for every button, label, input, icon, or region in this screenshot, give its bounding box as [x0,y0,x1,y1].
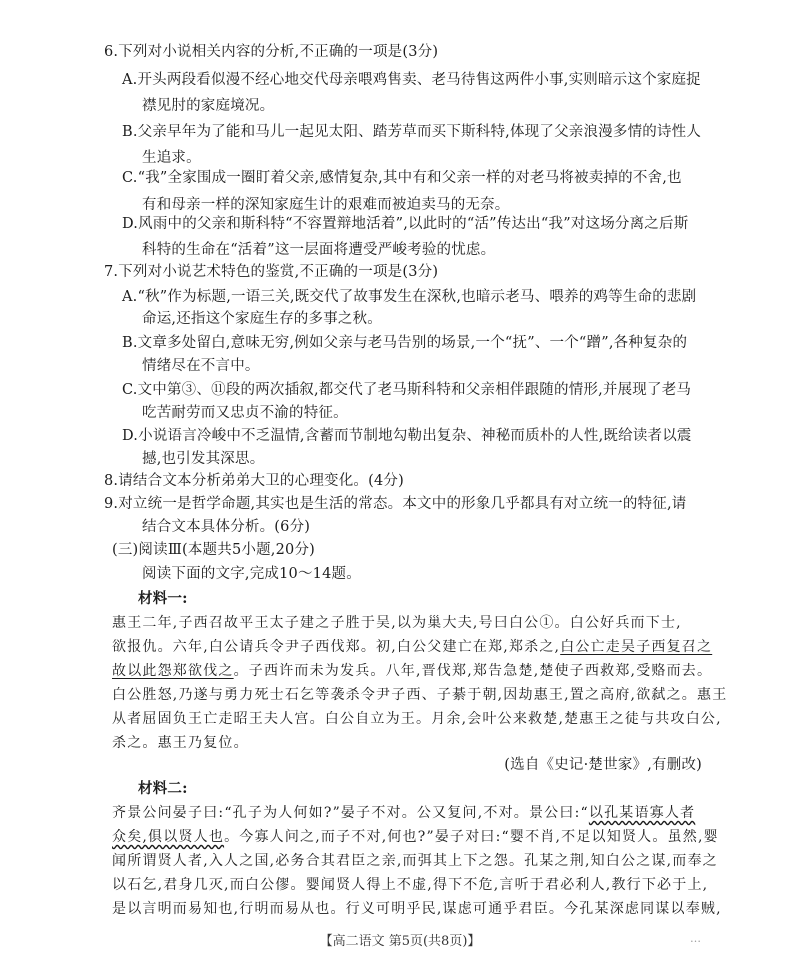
material1-label: 材料一: [138,590,188,607]
material2-line5: 是以言明而易知也,行明而易从也。行义可明乎民,谋虑可通乎君臣。今孔某深虑同谋以奉贼, [112,901,722,917]
q7-option-c-line1: C.文中第③、⑪段的两次插叙,都交代了老马斯科特和父亲相伴跟随的情形,并展现了老马 [122,382,692,398]
wavy-underlined-sentence-cont: 众矣,俱以贤人也 [112,829,225,845]
q7-option-d-line1: D.小说语言冷峻中不乏温情,含蓄而节制地勾勒出复杂、神秘而质朴的人性,既给读者以震 [122,428,692,444]
material2-line2: 众矣,俱以贤人也。今寡人问之,而子不对,何也?”晏子对曰:“婴不肖,不足以知贤人。虽然,婴 [112,829,719,845]
underlined-sentence-cont: 故以此怨郑欲伐之 [112,663,234,679]
q7-option-c-line2: 吃苦耐劳而又忠贞不渝的特征。 [142,405,348,421]
q6-option-d-line2: 科特的生命在“活着”这一层面将遭受严峻考验的忧虑。 [142,242,496,258]
q7-option-b-line2: 情绪尽在不言中。 [142,358,260,374]
section-instruction: 阅读下面的文字,完成10～14题。 [142,566,361,582]
wavy-underlined-sentence: 以孔某语寡人者 [588,805,696,821]
q6-option-a-line2: 襟见肘的家庭境况。 [142,98,275,114]
material2-line1: 齐景公问晏子曰:“孔子为人何如?”晏子不对。公又复问,不对。景公曰:“以孔某语寡人者 [112,805,696,821]
material1-line6: 杀之。惠王乃复位。 [112,735,249,751]
q6-option-b-line2: 生追求。 [142,150,201,166]
q9-stem-line2: 结合文本具体分析。(6分) [142,519,311,535]
q7-option-d-line2: 撼,也引发其深思。 [142,451,265,467]
q7-option-a-line2: 命运,还指这个家庭生存的多事之秋。 [142,311,383,327]
material1-line1: 惠王二年,子西召故平王太子建之子胜于吴,以为巢大夫,号曰白公①。白公好兵而下士, [112,615,682,631]
q8-stem: 8.请结合文本分析弟弟大卫的心理变化。(4分) [104,473,404,489]
material2-label: 材料二: [138,780,188,797]
material2-line4: 以石乞,君身几灭,而白公僇。婴闻贤人得上不虚,得下不危,言听于君必利人,教行下必于上, [112,877,709,893]
section-title: (三)阅读Ⅲ(本题共5小题,20分) [112,542,315,558]
q6-option-b-line1: B.父亲早年为了能和马儿一起见太阳、踏芳草而买下斯科特,体现了父亲浪漫多情的诗性人 [122,124,702,140]
q6-option-a-line1: A.开头两段看似漫不经心地交代母亲喂鸡售卖、老马待售这两件小事,实则暗示这个家庭捉 [122,72,701,88]
material2-line3: 闻所谓贤人者,入人之国,必务合其君臣之亲,而弭其上下之怨。孔某之荆,知白公之谋,而奉之 [112,853,718,869]
q6-option-c-line2: 有和母亲一样的深知家庭生计的艰难而被迫卖马的无奈。 [142,197,510,213]
q6-option-d-line1: D.风雨中的父亲和斯科特“不容置辩地活着”,以此时的“活”传达出“我”对这场分离之后斯 [122,216,689,232]
q6-option-c-line1: C.“我”全家围成一圈盯着父亲,感情复杂,其中有和父亲一样的对老马将被卖掉的不舍,也 [122,170,682,186]
q6-stem: 6.下列对小说相关内容的分析,不正确的一项是(3分) [104,44,439,60]
q9-stem-line1: 9.对立统一是哲学命题,其实也是生活的常态。本文中的形象几乎都具有对立统一的特征,请 [104,496,687,512]
material1-line4: 白公胜怒,乃遂与勇力死士石乞等袭杀令尹子西、子綦于朝,因劫惠王,置之高府,欲弑之。惠王 [112,687,728,703]
q7-stem: 7.下列对小说艺术特色的鉴赏,不正确的一项是(3分) [104,264,439,280]
material1-line5: 从者屈固负王亡走昭王夫人宫。白公自立为王。月余,会叶公来救楚,楚惠王之徒与共攻白公, [112,711,722,727]
q7-option-a-line1: A.“秋”作为标题,一语三关,既交代了故事发生在深秋,也暗示老马、喂养的鸡等生命的悲剧 [122,289,697,305]
material1-source: (选自《史记·楚世家》,有删改) [504,757,702,773]
material1-line2: 欲报仇。六年,白公请兵令尹子西伐郑。初,白公父建亡在郑,郑杀之,白公亡走吴子西复召之 [112,639,713,655]
underlined-sentence: 白公亡走吴子西复召之 [560,639,713,655]
page-footer: 【高二语文 第5页(共8页)】 [319,934,481,949]
q7-option-b-line1: B.文章多处留白,意味无穷,例如父亲与老马告别的场景,一个“抚”、一个“蹭”,各种复杂的 [122,335,688,351]
material1-line3: 故以此怨郑欲伐之。子西许而未为发兵。八年,晋伐郑,郑告急楚,楚使子西救郑,受赂而去。 [112,663,713,679]
corner-mark: … [690,932,701,945]
